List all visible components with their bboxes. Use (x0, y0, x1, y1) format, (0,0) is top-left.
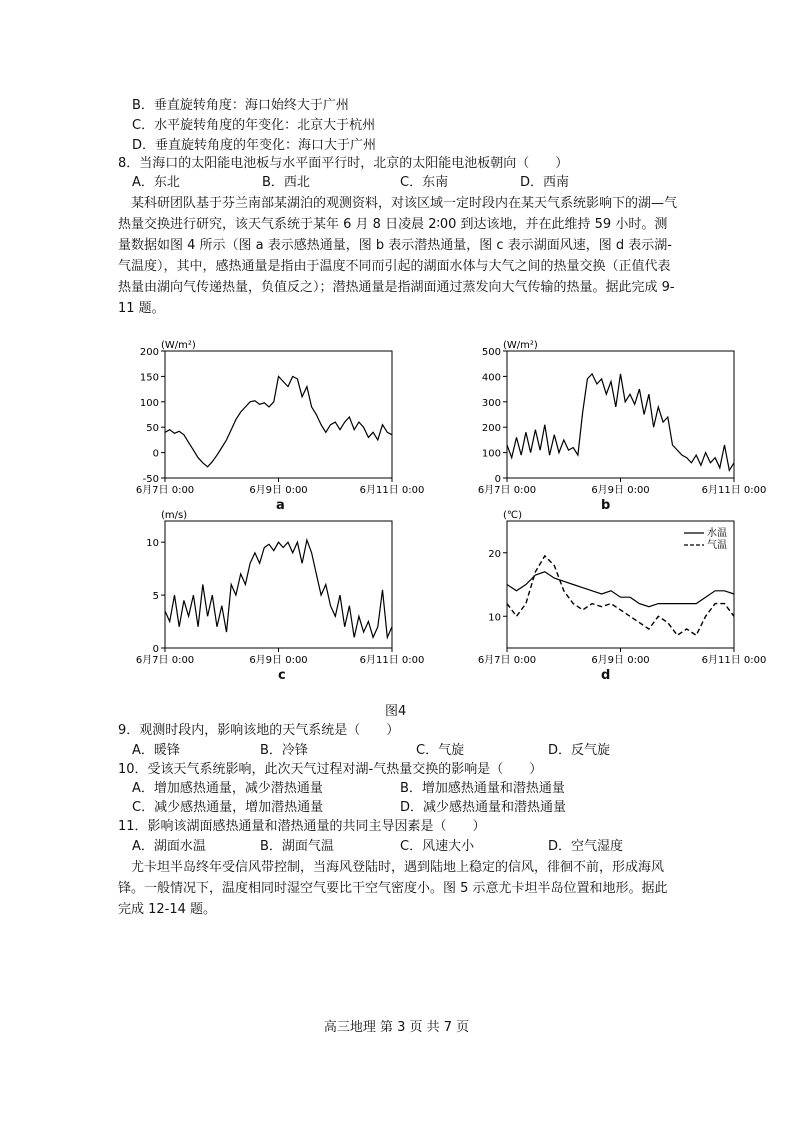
q10-option-b: B．增加感热通量和潜热通量 (400, 781, 565, 796)
y-tick-label: 300 (481, 397, 501, 409)
x-tick-label: 6月9日 0:00 (249, 485, 308, 496)
q10-option-c: C．减少感热通量，增加潜热通量 (132, 800, 324, 815)
chart-d-label: d (601, 668, 611, 683)
q8-option-d: D．西南 (520, 175, 570, 190)
y-tick-label: 150 (139, 372, 159, 384)
q7-option-d: D．垂直旋转角度的年变化：海口大于广州 (132, 138, 377, 153)
series-line-0 (507, 374, 734, 471)
legend-entry: 水温 (707, 528, 727, 539)
y-tick-label: 0 (152, 644, 159, 655)
chart-a-label: a (276, 498, 285, 513)
x-tick-label: 6月9日 0:00 (591, 485, 650, 496)
legend-entry: 气温 (707, 540, 727, 551)
unit-label: (℃) (503, 510, 523, 521)
chart-a (110, 336, 440, 506)
y-tick-label: 0 (152, 448, 159, 460)
figure-caption: 图4 (385, 704, 407, 719)
x-tick-label: 6月7日 0:00 (477, 485, 537, 496)
series-line-气温 (507, 556, 734, 635)
q9-stem: 9．观测时段内，影响该地的天气系统是（ ） (118, 723, 400, 738)
q9-options (132, 741, 672, 761)
y-tick-label: 10 (146, 538, 159, 550)
x-tick-label: 6月11日 0:00 (359, 655, 425, 666)
unit-label: (m/s) (161, 510, 188, 521)
q8-option-b: B．西北 (262, 175, 310, 190)
y-tick-label: 400 (481, 372, 501, 384)
chart-c (110, 506, 440, 676)
q11-option-a: A．湖面水温 (132, 839, 206, 854)
y-tick-label: 100 (481, 448, 501, 460)
x-tick-label: 6月11日 0:00 (701, 485, 767, 496)
x-tick-label: 6月9日 0:00 (249, 655, 308, 666)
y-tick-label: 10 (488, 612, 501, 624)
q11-option-d: D．空气湿度 (548, 839, 624, 854)
y-tick-label: 500 (481, 347, 501, 358)
q9-option-a: A．暖锋 (132, 743, 180, 758)
q8-option-c: C．东南 (400, 175, 449, 190)
series-line-水温 (507, 572, 734, 607)
chart-b (452, 336, 782, 506)
y-tick-label: 20 (488, 548, 501, 560)
q9-option-d: D．反气旋 (548, 743, 611, 758)
y-tick-label: 200 (481, 423, 501, 435)
page-footer: 高三地理 第 3 页 共 7 页 (323, 1020, 470, 1035)
intro-paragraph-12-14: 尤卡坦半岛终年受信风带控制，当海风登陆时，遇到陆地上稳定的信风，徘徊不前，形成海风锋。一般情况下，温度相同时湿空气要比干空气密度小。图 5 示意尤卡坦半岛位置和地形。据此完成 12-14 题。 (118, 860, 668, 917)
y-tick-label: 50 (146, 423, 159, 435)
plot-frame (507, 521, 734, 648)
x-tick-label: 6月7日 0:00 (135, 485, 195, 496)
series-line-0 (165, 376, 392, 466)
plot-frame (165, 521, 392, 648)
q9-option-c: C．气旋 (416, 743, 465, 758)
chart-c-label: c (278, 668, 286, 683)
x-tick-label: 6月9日 0:00 (591, 655, 650, 666)
unit-label: (W/m²) (503, 340, 538, 351)
series-line-0 (165, 540, 392, 637)
q11-option-c: C．风速大小 (400, 839, 475, 854)
y-tick-label: -50 (142, 474, 159, 485)
y-tick-label: 0 (494, 474, 501, 485)
x-tick-label: 6月7日 0:00 (477, 655, 537, 666)
y-tick-label: 100 (139, 397, 159, 409)
y-tick-label: 5 (152, 591, 159, 603)
intro-paragraph-9-11: 某科研团队基于芬兰南部某湖泊的观测资料，对该区域一定时段内在某天气系统影响下的湖—气热量交换进行研究，该天气系统于某年 6 月 8 日凌晨 2∶00 到达该地，并在此维持 59 小时。测量数据如图 4 所示（图 a 表示感热通量，图 b 表示潜热通量，图 c 表示湖面风速，图 d 表示湖-气温度），其中，感热通量是指由于温度不同而引起的湖面水体与大气之间的热量交换（正值代表热量由湖向气传递热量，负值反之）；潜热通量是指湖面通过蒸发向大气传输的热量。据此完成 9-11 题。 (118, 196, 678, 316)
q11-options (132, 837, 672, 857)
q11-stem: 11．影响该湖面感热通量和潜热通量的共同主导因素是（ ） (118, 819, 486, 834)
plot-frame (507, 351, 734, 478)
y-tick-label: 200 (139, 347, 159, 358)
x-tick-label: 6月7日 0:00 (135, 655, 195, 666)
q10-options-row2 (132, 798, 672, 818)
q10-options-row1 (132, 779, 672, 799)
q7-option-c: C．水平旋转角度的年变化：北京大于杭州 (132, 118, 376, 133)
q8-options (132, 173, 672, 193)
q10-option-a: A．增加感热通量，减少潜热通量 (132, 781, 323, 796)
q10-option-d: D．减少感热通量和潜热通量 (400, 800, 567, 815)
x-tick-label: 6月11日 0:00 (359, 485, 425, 496)
chart-b-label: b (601, 498, 611, 513)
chart-d (452, 506, 782, 676)
q9-option-b: B．冷锋 (260, 743, 308, 758)
q8-option-a: A．东北 (132, 175, 180, 190)
x-tick-label: 6月11日 0:00 (701, 655, 767, 666)
q7-option-b: B．垂直旋转角度：海口始终大于广州 (132, 98, 349, 113)
unit-label: (W/m²) (161, 340, 196, 351)
q10-stem: 10．受该天气系统影响，此次天气过程对湖-气热量交换的影响是（ ） (118, 762, 543, 777)
q11-option-b: B．湖面气温 (260, 839, 334, 854)
q8-stem: 8．当海口的太阳能电池板与水平面平行时，北京的太阳能电池板朝向（ ） (118, 156, 569, 171)
